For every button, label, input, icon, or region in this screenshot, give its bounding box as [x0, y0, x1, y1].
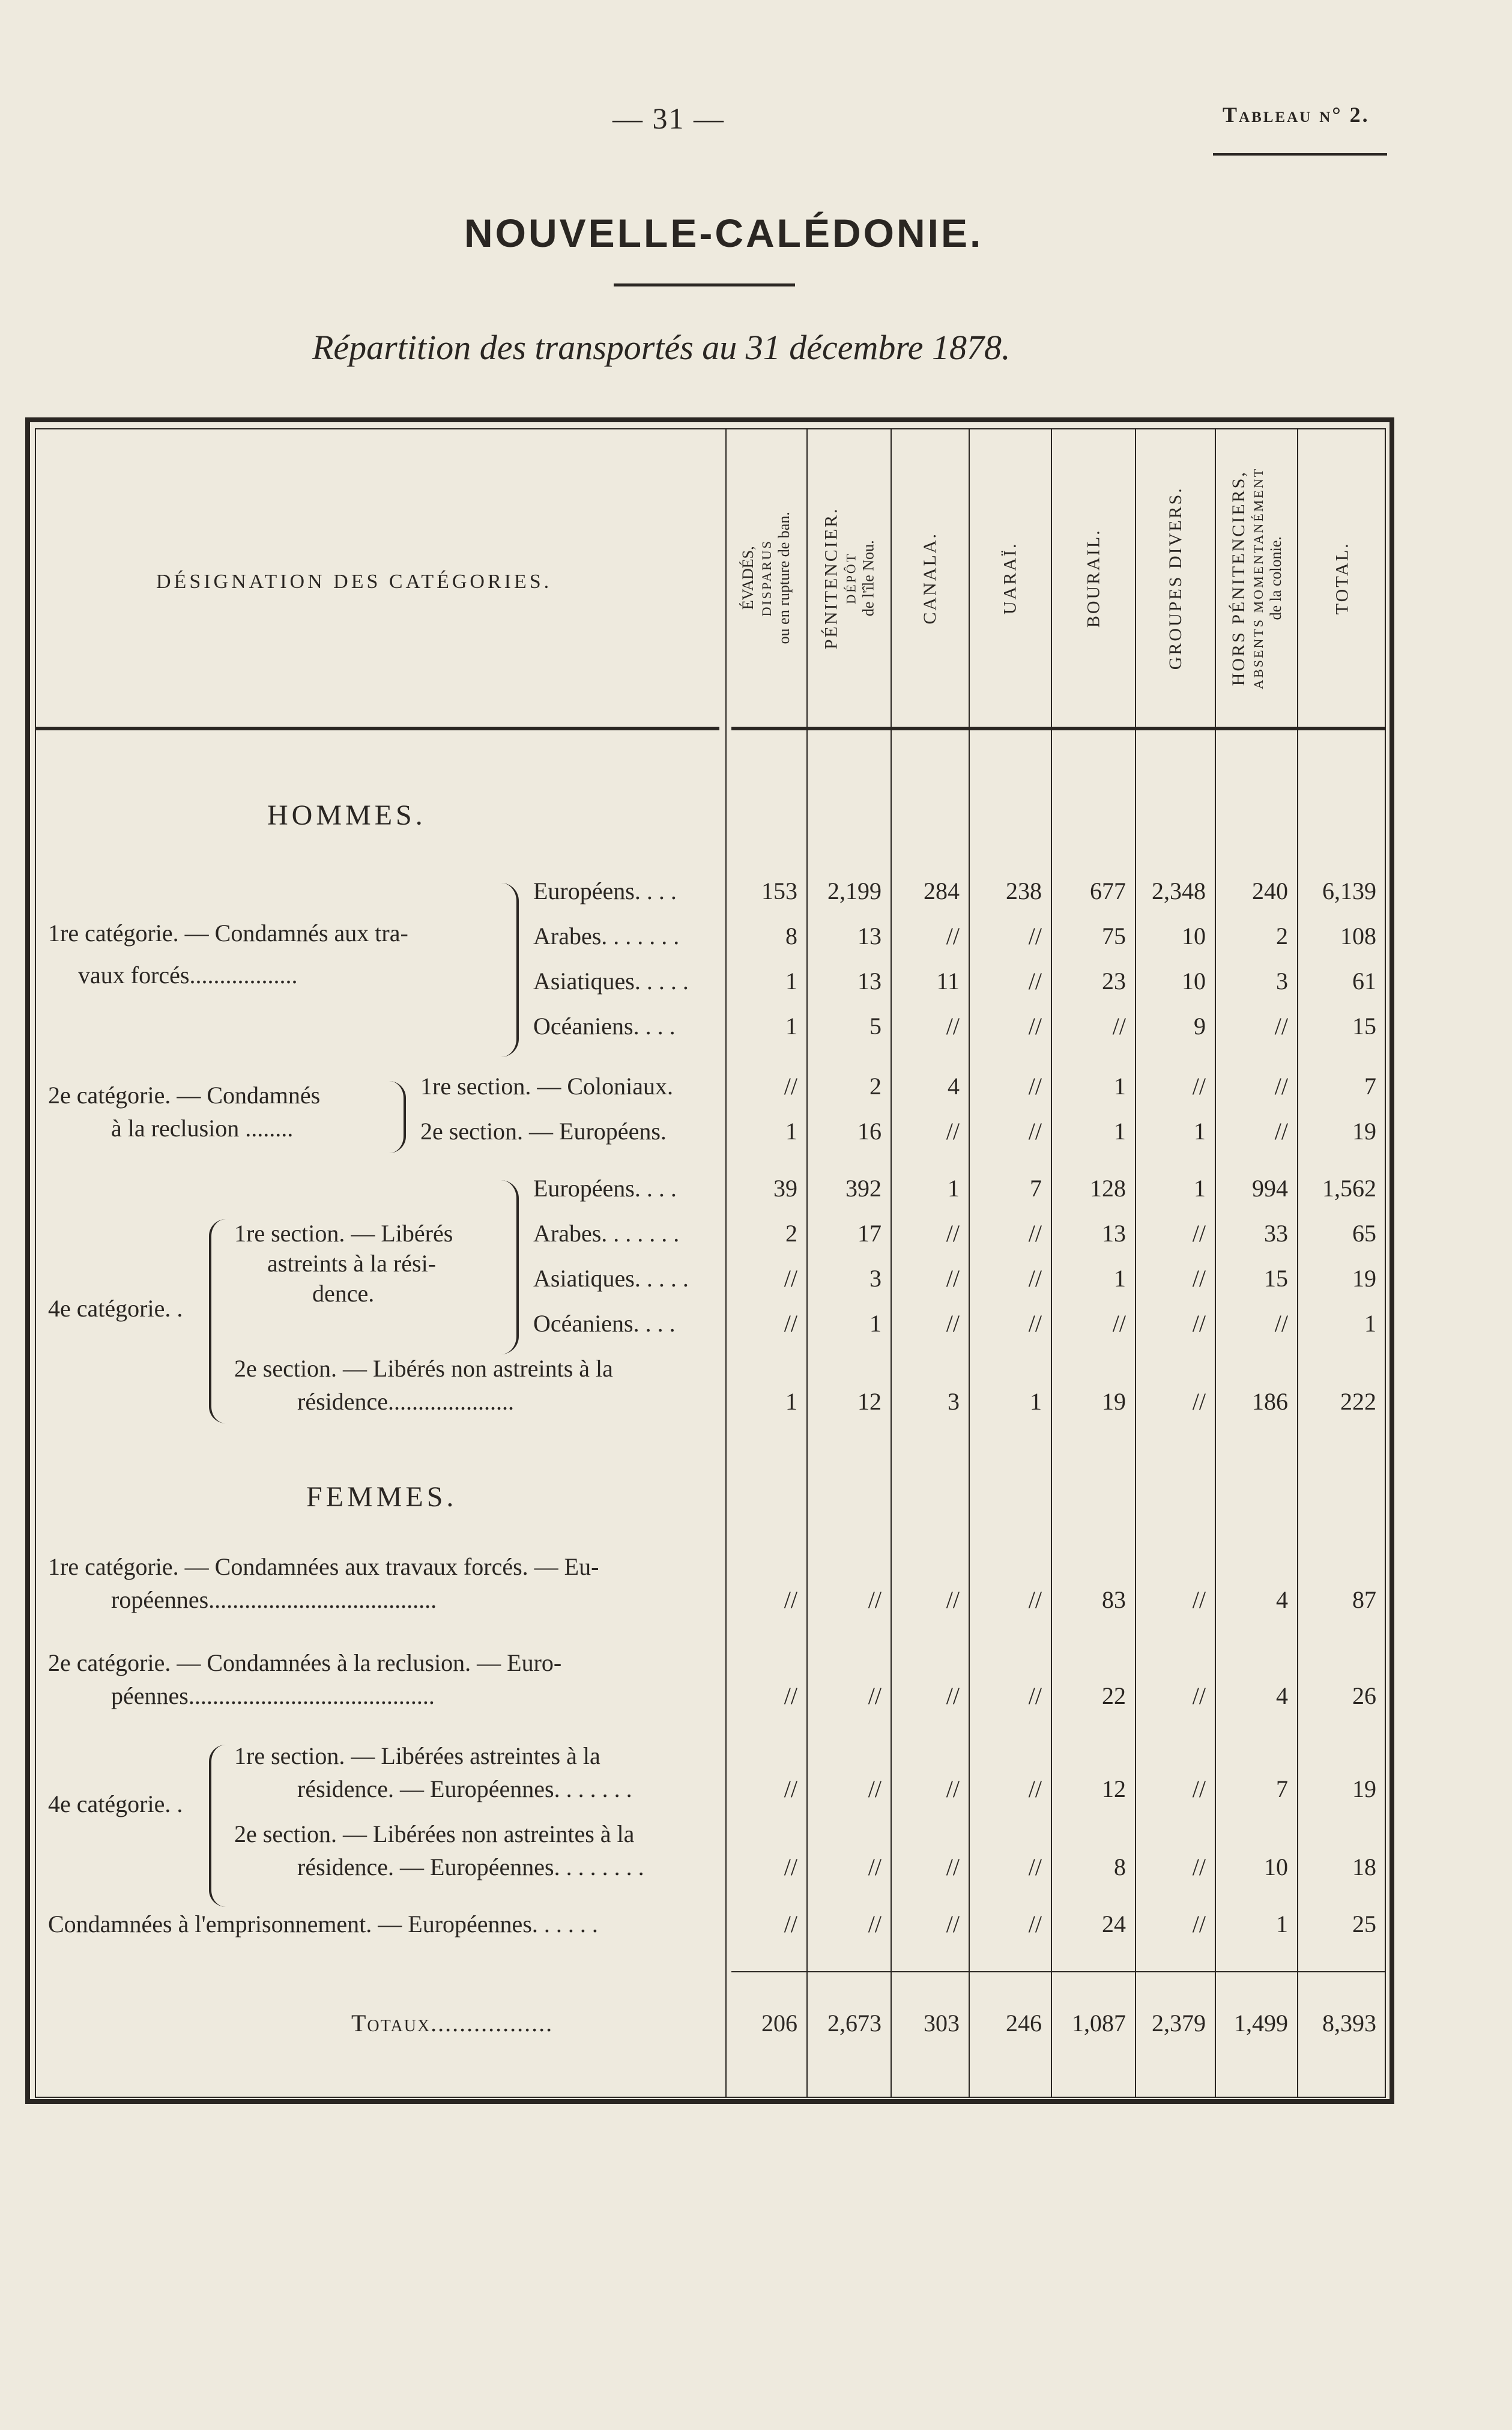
- table-cell: //: [1192, 1586, 1206, 1613]
- table-cell: //: [868, 1586, 881, 1613]
- table-cell: 284: [924, 877, 960, 904]
- row-label: 2e catégorie. — Condamnés: [48, 1082, 321, 1109]
- row-label: péennes.........................................: [111, 1682, 435, 1709]
- table-cell: 5: [869, 1013, 881, 1040]
- table-cell: //: [1028, 923, 1042, 950]
- table-cell: 238: [1006, 877, 1042, 904]
- table-cell: 10: [1182, 968, 1206, 995]
- row-label-oceaniens: Océaniens. . . .: [533, 1310, 676, 1337]
- table-cell: //: [1028, 1910, 1042, 1938]
- totals-cell: 8,393: [1322, 2010, 1376, 2037]
- table-cell: 1: [948, 1175, 960, 1202]
- row-label: 2e section. — Libérés non astreints à la: [234, 1355, 613, 1382]
- row-label: résidence. — Européennes. . . . . . .: [297, 1775, 632, 1802]
- table-cell: 2: [785, 1220, 797, 1247]
- table-cell: 3: [948, 1388, 960, 1415]
- page-number: — 31 —: [612, 102, 725, 135]
- row-label: 1re section. — Libérés: [234, 1220, 453, 1247]
- table-cell: //: [1028, 1586, 1042, 1613]
- table-cell: //: [946, 1775, 960, 1802]
- row-label: 1re section. — Coloniaux.: [420, 1073, 674, 1100]
- table-cell: //: [784, 1682, 797, 1709]
- totals-cell: 206: [761, 2010, 797, 2037]
- table-cell: //: [1028, 1220, 1042, 1247]
- table-cell: //: [1192, 1775, 1206, 1802]
- table-cell: 13: [857, 968, 881, 995]
- table-cell: //: [1112, 1013, 1126, 1040]
- table-cell: 2,199: [827, 877, 881, 904]
- column-header-uarai: UARAÏ.: [1000, 542, 1020, 614]
- table-cell: //: [1028, 1682, 1042, 1709]
- totals-cell: 2,379: [1152, 2010, 1206, 2037]
- table-cell: //: [946, 1013, 960, 1040]
- table-cell: 2: [869, 1073, 881, 1100]
- table-cell: 1: [1030, 1388, 1042, 1415]
- table-cell: //: [868, 1910, 881, 1938]
- table-cell: 2,348: [1152, 877, 1206, 904]
- table-cell: 128: [1090, 1175, 1126, 1202]
- table-cell: 75: [1102, 923, 1126, 950]
- table-cell: //: [946, 1586, 960, 1613]
- table-cell: 10: [1182, 923, 1206, 950]
- table-cell: 7: [1030, 1175, 1042, 1202]
- table-cell: 222: [1340, 1388, 1376, 1415]
- table-cell: 24: [1102, 1910, 1126, 1938]
- table-cell: //: [1028, 1853, 1042, 1880]
- header-rule: [731, 727, 1386, 730]
- table-cell: 11: [936, 968, 960, 995]
- table-cell: 1: [1114, 1265, 1126, 1292]
- table-cell: //: [784, 1853, 797, 1880]
- table-cell: 186: [1252, 1388, 1288, 1415]
- table-cell: //: [946, 1910, 960, 1938]
- table-cell: 39: [773, 1175, 797, 1202]
- brace: [498, 1180, 519, 1354]
- table-cell: //: [1192, 1073, 1206, 1100]
- table-cell: 17: [857, 1220, 881, 1247]
- table-cell: 7: [1276, 1775, 1288, 1802]
- table-cell: 1: [1114, 1118, 1126, 1145]
- column-header-total: TOTAL.: [1332, 542, 1352, 614]
- row-label: 1re catégorie. — Condamnées aux travaux forcés. — Eu-: [48, 1553, 599, 1580]
- table-cell: //: [946, 1118, 960, 1145]
- table-cell: 1: [1114, 1073, 1126, 1100]
- table-cell: //: [1192, 1910, 1206, 1938]
- row-label-arabes: Arabes. . . . . . .: [533, 1220, 680, 1247]
- table-cell: 1,562: [1322, 1175, 1376, 1202]
- table-cell: 26: [1352, 1682, 1376, 1709]
- table-cell: //: [1028, 1775, 1042, 1802]
- table-cell: //: [1028, 1118, 1042, 1145]
- column-header-designation: DÉSIGNATION DES CATÉGORIES.: [156, 571, 552, 593]
- totals-cell: 303: [924, 2010, 960, 2037]
- row-label-europeens: Européens. . . .: [533, 1175, 677, 1202]
- table-cell: 33: [1264, 1220, 1288, 1247]
- row-label: dence.: [312, 1280, 375, 1307]
- table-cell: //: [784, 1775, 797, 1802]
- table-cell: 19: [1352, 1265, 1376, 1292]
- row-label: résidence. — Européennes. . . . . . . .: [297, 1853, 644, 1880]
- table-cell: 9: [1194, 1013, 1206, 1040]
- table-cell: //: [1192, 1388, 1206, 1415]
- table-cell: 3: [1276, 968, 1288, 995]
- row-label: astreints à la rési-: [267, 1250, 436, 1277]
- table-cell: 19: [1352, 1118, 1376, 1145]
- section-hommes: HOMMES.: [267, 799, 426, 831]
- table-cell: 13: [1102, 1220, 1126, 1247]
- table-cell: //: [1028, 1265, 1042, 1292]
- row-label: 1re section. — Libérées astreintes à la: [234, 1742, 600, 1769]
- column-header-penitencier: PÉNITENCIER. DÉPÔT de l'île Nou.: [821, 507, 877, 649]
- row-label: 4e catégorie. .: [48, 1790, 183, 1817]
- table-cell: //: [1028, 1310, 1042, 1337]
- row-label-asiatiques: Asiatiques. . . . .: [533, 1265, 689, 1292]
- table-cell: //: [784, 1073, 797, 1100]
- table-reference: Tableau n° 2.: [1223, 103, 1370, 127]
- table-cell: 4: [948, 1073, 960, 1100]
- row-label: vaux forcés..................: [78, 962, 298, 989]
- table-cell: 108: [1340, 923, 1376, 950]
- table-cell: //: [946, 1853, 960, 1880]
- table-cell: 12: [1102, 1775, 1126, 1802]
- page-title: NOUVELLE-CALÉDONIE.: [464, 211, 984, 255]
- brace: [209, 1219, 226, 1423]
- brace: [389, 1081, 406, 1153]
- table-cell: //: [868, 1682, 881, 1709]
- table-cell: //: [784, 1910, 797, 1938]
- table-cell: //: [1274, 1013, 1288, 1040]
- table-reference-underline: [1213, 153, 1387, 156]
- table-cell: 10: [1264, 1853, 1288, 1880]
- table-cell: //: [946, 923, 960, 950]
- section-femmes: FEMMES.: [306, 1481, 458, 1513]
- table-cell: 15: [1352, 1013, 1376, 1040]
- row-label: Condamnées à l'emprisonnement. — Européennes. . . . . .: [48, 1910, 598, 1938]
- totals-cell: 1,499: [1234, 2010, 1288, 2037]
- totals-rule: [731, 1971, 1386, 1972]
- table-cell: //: [946, 1220, 960, 1247]
- table-cell: 87: [1352, 1586, 1376, 1613]
- table-cell: //: [784, 1310, 797, 1337]
- header-rule: [35, 727, 719, 730]
- row-label-oceaniens: Océaniens. . . .: [533, 1013, 676, 1040]
- row-label-asiatiques: Asiatiques. . . . .: [533, 968, 689, 995]
- table-cell: //: [868, 1775, 881, 1802]
- table-cell: //: [946, 1265, 960, 1292]
- table-cell: 65: [1352, 1220, 1376, 1247]
- table-cell: 240: [1252, 877, 1288, 904]
- table-cell: 16: [857, 1118, 881, 1145]
- totals-label: Totaux.................: [351, 2010, 554, 2037]
- table-cell: //: [1274, 1310, 1288, 1337]
- table-cell: //: [1028, 1073, 1042, 1100]
- row-label: 2e section. — Libérées non astreintes à la: [234, 1820, 635, 1847]
- table-cell: 12: [857, 1388, 881, 1415]
- table-cell: 2: [1276, 923, 1288, 950]
- row-label: ropéennes......................................: [111, 1586, 437, 1613]
- table-cell: //: [1028, 968, 1042, 995]
- table-cell: 13: [857, 923, 881, 950]
- table-cell: 15: [1264, 1265, 1288, 1292]
- row-label: résidence.....................: [297, 1388, 515, 1415]
- totals-cell: 246: [1006, 2010, 1042, 2037]
- table-cell: 19: [1102, 1388, 1126, 1415]
- table-cell: 3: [869, 1265, 881, 1292]
- table-cell: //: [1192, 1310, 1206, 1337]
- table-cell: 4: [1276, 1586, 1288, 1613]
- table-cell: //: [946, 1310, 960, 1337]
- table-cell: 19: [1352, 1775, 1376, 1802]
- table-cell: 994: [1252, 1175, 1288, 1202]
- table-cell: //: [1274, 1073, 1288, 1100]
- table-cell: 23: [1102, 968, 1126, 995]
- table-cell: 392: [845, 1175, 881, 1202]
- table-cell: 1: [785, 968, 797, 995]
- table-cell: //: [1192, 1265, 1206, 1292]
- column-header-groupes-divers: GROUPES DIVERS.: [1165, 486, 1185, 670]
- table-cell: //: [784, 1586, 797, 1613]
- table-cell: 8: [1114, 1853, 1126, 1880]
- row-label-arabes: Arabes. . . . . . .: [533, 923, 680, 950]
- table-cell: 4: [1276, 1682, 1288, 1709]
- table-cell: //: [1192, 1682, 1206, 1709]
- row-label: 2e catégorie. — Condamnées à la reclusion. — Euro-: [48, 1649, 562, 1676]
- table-cell: 153: [761, 877, 797, 904]
- table-cell: 7: [1364, 1073, 1376, 1100]
- table-cell: //: [946, 1682, 960, 1709]
- table-cell: 83: [1102, 1586, 1126, 1613]
- column-header-canala: CANALA.: [920, 532, 940, 625]
- table-cell: //: [1028, 1013, 1042, 1040]
- column-header-hors-penitenciers: HORS PÉNITENCIERS, ABSENTS MOMENTANÉMENT de la colonie.: [1228, 467, 1284, 689]
- table-cell: //: [1192, 1220, 1206, 1247]
- page-subtitle: Répartition des transportés au 31 décembre 1878.: [312, 328, 1011, 367]
- brace: [209, 1745, 226, 1907]
- row-label-europeens: Européens. . . .: [533, 877, 677, 904]
- table-cell: 25: [1352, 1910, 1376, 1938]
- table-cell: 1: [785, 1013, 797, 1040]
- table-cell: 1: [1364, 1310, 1376, 1337]
- table-cell: 1: [1194, 1118, 1206, 1145]
- table-cell: 1: [869, 1310, 881, 1337]
- row-label: 2e section. — Européens.: [420, 1118, 667, 1145]
- table-cell: //: [1112, 1310, 1126, 1337]
- table-cell: 677: [1090, 877, 1126, 904]
- table-cell: 1: [1194, 1175, 1206, 1202]
- table-cell: 8: [785, 923, 797, 950]
- table-cell: //: [1274, 1118, 1288, 1145]
- row-label: 4e catégorie. .: [48, 1295, 183, 1322]
- table-cell: 1: [1276, 1910, 1288, 1938]
- table-cell: 61: [1352, 968, 1376, 995]
- table-cell: //: [784, 1265, 797, 1292]
- table-cell: 1: [785, 1388, 797, 1415]
- totals-cell: 1,087: [1072, 2010, 1126, 2037]
- table-cell: //: [868, 1853, 881, 1880]
- column-header-evades: ÉVADÉS, DISPARUS ou en rupture de ban.: [739, 512, 793, 644]
- table-cell: 1: [785, 1118, 797, 1145]
- table-cell: //: [1192, 1853, 1206, 1880]
- row-label: à la reclusion ........: [111, 1115, 294, 1142]
- title-rule: [614, 283, 795, 286]
- brace: [498, 883, 519, 1057]
- row-label: 1re catégorie. — Condamnés aux tra-: [48, 920, 408, 947]
- column-header-bourail: BOURAIL.: [1083, 529, 1104, 628]
- totals-cell: 2,673: [827, 2010, 881, 2037]
- table-cell: 22: [1102, 1682, 1126, 1709]
- table-cell: 6,139: [1322, 877, 1376, 904]
- table-cell: 18: [1352, 1853, 1376, 1880]
